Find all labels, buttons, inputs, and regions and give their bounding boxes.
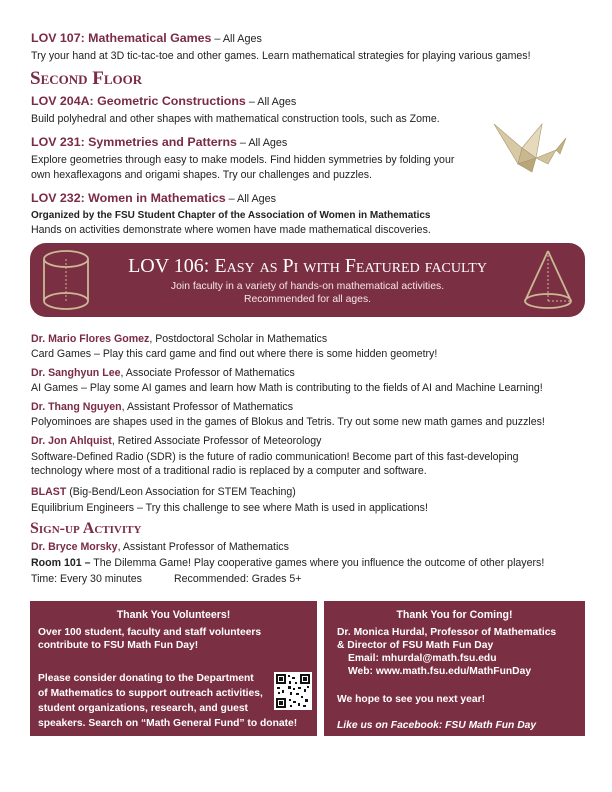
faculty-2-description: AI Games – Play some AI games and learn how Math is contributing to the fields of AI and Machine Learning! bbox=[31, 382, 543, 394]
banner-title: LOV 106: Easy as Pi with Featured faculty bbox=[128, 255, 487, 277]
blast-role: (Big-Bend/Leon Association for STEM Teaching) bbox=[66, 486, 296, 498]
footer-thanks-box bbox=[324, 601, 585, 736]
footer-director-name: Dr. Monica Hurdal, Professor of Mathematics bbox=[337, 627, 557, 638]
faculty-3-name: Dr. Thang Nguyen bbox=[31, 401, 122, 413]
footer-web[interactable]: Web: www.math.fsu.edu/MathFunDay bbox=[348, 666, 532, 677]
footer-donate-line4: speakers. Search on “Math General Fund” to donate! bbox=[38, 718, 298, 729]
footer-facebook[interactable]: Like us on Facebook: FSU Math Fun Day bbox=[337, 720, 537, 731]
faculty-1-role: , Postdoctoral Scholar in Mathematics bbox=[149, 333, 328, 345]
signup-heading bbox=[31, 541, 289, 554]
faculty-3-description: Polyominoes are shapes used in the games of Blokus and Tetris. Try out some new math games and puzzles! bbox=[31, 416, 545, 428]
signup-recommended: Recommended: Grades 5+ bbox=[174, 573, 302, 585]
second-floor-heading: Second Floor bbox=[30, 68, 143, 89]
footer-donate-line2: of Mathematics to support outreach activities, bbox=[38, 688, 263, 699]
signup-room bbox=[31, 557, 544, 570]
signup-activity-heading: Sign-up Activity bbox=[30, 520, 142, 537]
footer-volunteers-heading: Thank You Volunteers! bbox=[116, 609, 231, 621]
faculty-4-role: , Retired Associate Professor of Meteorology bbox=[111, 435, 322, 447]
lov204a-heading bbox=[31, 95, 296, 109]
blast-heading bbox=[31, 486, 296, 499]
faculty-4-description-line2: technology where most of a traditional radio is replaced by a computer and software. bbox=[31, 465, 427, 477]
footer-volunteers-box bbox=[30, 601, 317, 736]
footer-director-title: & Director of FSU Math Fun Day bbox=[337, 640, 494, 651]
signup-room-label: Room 101 – bbox=[31, 557, 91, 569]
lov232-organizer: Organized by the FSU Student Chapter of the Association of Women in Mathematics bbox=[31, 210, 431, 221]
footer-volunteers-line1: Over 100 student, faculty and staff volunteers bbox=[38, 627, 262, 638]
footer bbox=[30, 601, 585, 736]
signup-time: Time: Every 30 minutes bbox=[31, 573, 142, 585]
faculty-2-heading bbox=[31, 367, 295, 380]
faculty-4-name: Dr. Jon Ahlquist bbox=[31, 435, 112, 447]
footer-volunteers-line2: contribute to FSU Math Fun Day! bbox=[38, 640, 199, 651]
footer-thanks-heading: Thank You for Coming! bbox=[396, 609, 513, 621]
lov107-description: Try your hand at 3D tic-tac-toe and other games. Learn mathematical strategies for playing various games! bbox=[31, 50, 531, 62]
footer-see-you: We hope to see you next year! bbox=[337, 694, 486, 705]
signup-room-description: The Dilemma Game! Play cooperative games where you influence the outcome of other players! bbox=[90, 557, 545, 569]
faculty-1-heading bbox=[31, 333, 327, 346]
lov107-heading bbox=[31, 32, 262, 46]
lov204a-ages: – All Ages bbox=[245, 96, 297, 108]
featured-faculty-banner bbox=[30, 243, 585, 317]
faculty-1-description: Card Games – Play this card game and find out where there is some hidden geometry! bbox=[31, 348, 438, 360]
lov232-description: Hands on activities demonstrate where women have made mathematical discoveries. bbox=[31, 224, 431, 236]
origami-crane-icon bbox=[492, 118, 572, 174]
lov232-ages: – All Ages bbox=[225, 193, 277, 205]
lov231-heading bbox=[31, 136, 287, 150]
qr-code-icon[interactable] bbox=[274, 672, 312, 710]
lov107-title: LOV 107: Mathematical Games bbox=[31, 31, 212, 45]
blast-name: BLAST bbox=[31, 486, 67, 498]
blast-description: Equilibrium Engineers – Try this challenge to see where Math is used in applications! bbox=[31, 502, 428, 514]
cone-icon bbox=[517, 247, 579, 313]
faculty-3-heading bbox=[31, 401, 293, 414]
signup-role: , Assistant Professor of Mathematics bbox=[117, 541, 289, 553]
faculty-2-name: Dr. Sanghyun Lee bbox=[31, 367, 121, 379]
footer-email[interactable]: Email: mhurdal@math.fsu.edu bbox=[348, 653, 497, 664]
lov231-description-line2: own hexaflexagons and origami shapes. Try our challenges and puzzles. bbox=[31, 169, 372, 181]
lov232-heading bbox=[31, 192, 276, 206]
lov231-description-line1: Explore geometries through easy to make models. Find hidden symmetries by folding your bbox=[31, 154, 455, 166]
banner-subtitle-line1: Join faculty in a variety of hands-on mathematical activities. bbox=[170, 281, 445, 292]
lov231-ages: – All Ages bbox=[236, 137, 288, 149]
lov204a-title: LOV 204A: Geometric Constructions bbox=[31, 94, 246, 108]
signup-name: Dr. Bryce Morsky bbox=[31, 541, 118, 553]
footer-donate-line3: student organizations, research, and guest bbox=[38, 703, 248, 714]
lov231-title: LOV 231: Symmetries and Patterns bbox=[31, 135, 237, 149]
faculty-4-description-line1: Software-Defined Radio (SDR) is the future of radio communication! Become part of this fast-developing bbox=[31, 451, 519, 463]
faculty-2-role: , Associate Professor of Mathematics bbox=[120, 367, 295, 379]
faculty-4-heading bbox=[31, 435, 321, 448]
lov204a-description: Build polyhedral and other shapes with mathematical construction tools, such as Zome. bbox=[31, 113, 440, 125]
faculty-3-role: , Assistant Professor of Mathematics bbox=[121, 401, 293, 413]
faculty-1-name: Dr. Mario Flores Gomez bbox=[31, 333, 150, 345]
banner-subtitle-line2: Recommended for all ages. bbox=[243, 294, 372, 305]
lov232-title: LOV 232: Women in Mathematics bbox=[31, 191, 226, 205]
footer-donate-line1: Please consider donating to the Department bbox=[38, 673, 254, 684]
lov107-ages: – All Ages bbox=[211, 33, 262, 45]
